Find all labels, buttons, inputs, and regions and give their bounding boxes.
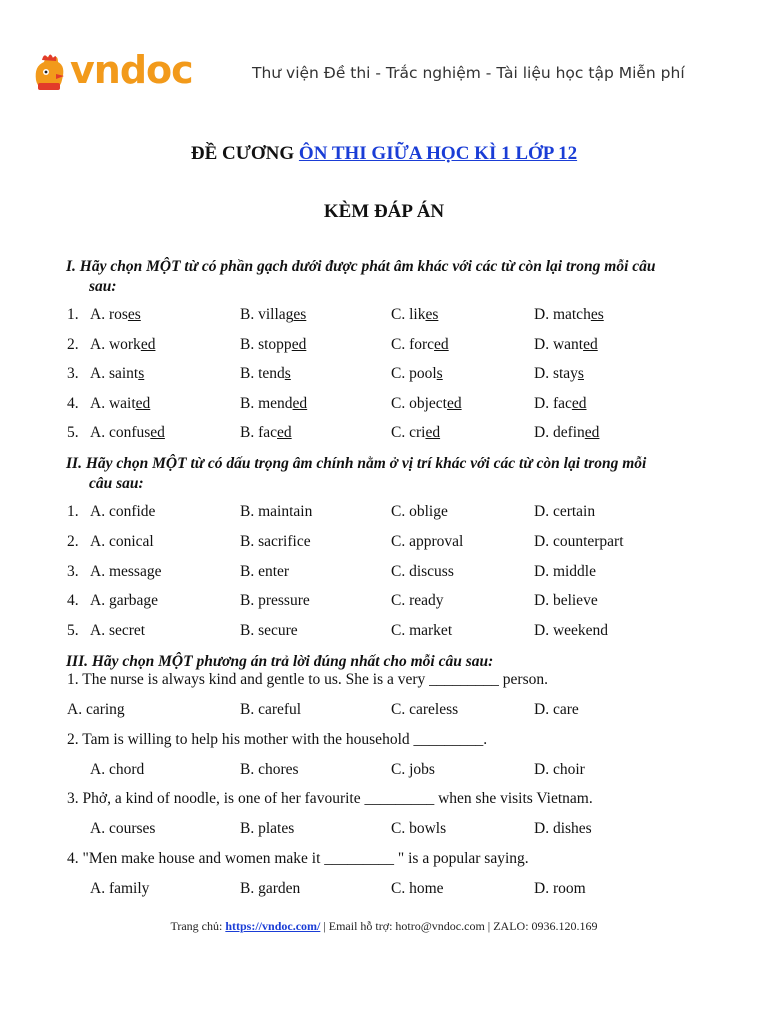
option-stem: A. confus	[90, 424, 151, 441]
option-a: A. caring	[67, 701, 125, 718]
option-d	[534, 306, 604, 324]
option-c	[391, 395, 462, 413]
answer-row	[0, 820, 768, 840]
title-link[interactable]: ÔN THI GIỮA HỌC KÌ 1 LỚP 12	[298, 143, 578, 164]
footer-homepage-link[interactable]: https://vndoc.com/	[225, 919, 321, 933]
question-text: 1. The nurse is always kind and gentle to us. She is a very _________ person.	[67, 671, 548, 688]
section-1-line2: sau:	[89, 278, 117, 295]
option-b: B. plates	[240, 820, 295, 837]
option-c: C. bowls	[391, 820, 447, 837]
document-title	[0, 143, 768, 165]
option-a	[90, 395, 150, 413]
option-c: C. oblige	[391, 503, 448, 520]
option-stem: D. defin	[534, 424, 585, 441]
option-stem: A. saint	[90, 365, 139, 382]
answer-row	[0, 761, 768, 781]
option-a: A. family	[90, 880, 150, 897]
option-underlined-part: ed	[291, 335, 307, 353]
option-c	[391, 336, 449, 354]
option-stem: C. cri	[391, 424, 426, 441]
option-d: D. room	[534, 880, 586, 897]
item-number: 3.	[67, 562, 79, 580]
table-row	[0, 424, 768, 444]
table-row	[0, 592, 768, 612]
option-d	[534, 365, 584, 383]
option-b: B. sacrifice	[240, 532, 311, 550]
table-row	[0, 306, 768, 326]
option-d	[534, 336, 598, 354]
option-underlined-part: es	[590, 306, 604, 323]
option-b: B. maintain	[240, 503, 313, 520]
option-b: B. garden	[240, 880, 301, 897]
table-row	[0, 563, 768, 583]
option-stem: D. match	[534, 306, 591, 323]
option-underlined-part: ed	[135, 394, 151, 412]
option-stem: C. forc	[391, 335, 435, 353]
option-underlined-part: ed	[583, 335, 598, 353]
option-stem: D. want	[534, 335, 584, 353]
option-underlined-part: ed	[150, 424, 165, 441]
option-b: B. chores	[240, 761, 299, 778]
section-1-line1: I. Hãy chọn MỘT từ có phần gạch dưới được phát âm khác với các từ còn lại trong mỗi câu	[66, 258, 656, 275]
option-underlined-part: s	[138, 365, 145, 382]
item-number: 1.	[67, 503, 79, 520]
option-underlined-part: s	[577, 365, 584, 382]
table-row	[0, 622, 768, 642]
option-b: B. enter	[240, 562, 290, 580]
table-row	[0, 395, 768, 415]
option-underlined-part: es	[425, 306, 439, 323]
option-c	[391, 306, 438, 324]
section-2-heading	[66, 454, 706, 494]
option-d: D. choir	[534, 761, 585, 778]
option-d: D. certain	[534, 503, 596, 520]
option-c: C. discuss	[391, 562, 454, 580]
option-a	[90, 424, 165, 442]
option-underlined-part: s	[284, 365, 291, 382]
option-underlined-part: ed	[292, 394, 308, 412]
option-a: A. secret	[90, 622, 146, 640]
option-b: B. pressure	[240, 592, 310, 610]
option-c: C. jobs	[391, 761, 435, 778]
option-b	[240, 336, 306, 354]
option-stem: B. tend	[240, 365, 285, 382]
option-b	[240, 365, 291, 383]
option-a: A. confide	[90, 503, 156, 520]
option-d: D. weekend	[534, 622, 609, 640]
option-stem: D. stay	[534, 365, 578, 382]
option-a	[90, 336, 155, 354]
option-d	[534, 424, 599, 442]
section-2-line2: câu sau:	[89, 475, 144, 492]
option-underlined-part: ed	[446, 394, 462, 412]
answer-row	[0, 701, 768, 721]
option-d: D. middle	[534, 562, 596, 580]
item-number: 3.	[67, 365, 79, 382]
option-a: A. chord	[90, 761, 145, 778]
option-stem: C. pool	[391, 365, 437, 382]
option-underlined-part: ed	[425, 424, 441, 441]
option-c: C. careless	[391, 701, 459, 718]
option-c: C. approval	[391, 532, 464, 550]
option-a: A. conical	[90, 532, 154, 550]
option-stem: B. fac	[240, 424, 278, 441]
option-c	[391, 365, 443, 383]
option-d: D. dishes	[534, 820, 592, 837]
question-text: 3. Phở, a kind of noodle, is one of her favourite _________ when she visits Vietnam.	[67, 790, 593, 807]
option-underlined-part: ed	[584, 424, 600, 441]
table-row	[0, 365, 768, 385]
title-prefix: ĐỀ CƯƠNG	[190, 143, 299, 164]
item-number: 4.	[67, 592, 79, 610]
option-b	[240, 306, 306, 324]
option-stem: A. wait	[90, 394, 136, 412]
option-a: A. message	[90, 562, 162, 580]
document-subtitle: KÈM ĐÁP ÁN	[323, 201, 445, 222]
option-underlined-part: s	[436, 365, 443, 382]
item-number: 2.	[67, 335, 79, 353]
page-footer	[0, 919, 768, 934]
option-c: C. home	[391, 880, 444, 897]
item-number: 4.	[67, 394, 79, 412]
option-stem: C. object	[391, 394, 447, 412]
option-underlined-part: es	[127, 306, 141, 323]
option-c: C. ready	[391, 592, 444, 610]
option-underlined-part: es	[293, 306, 307, 323]
option-stem: D. fac	[534, 394, 572, 412]
section-3-heading: III. Hãy chọn MỘT phương án trả lời đúng nhất cho mỗi câu sau:	[66, 653, 494, 670]
option-stem: B. stopp	[240, 335, 292, 353]
table-row	[0, 503, 768, 523]
question-text: 4. "Men make house and women make it _________ " is a popular saying.	[67, 850, 529, 867]
section-2-line1: II. Hãy chọn MỘT từ có dấu trọng âm chính nằm ở vị trí khác với các từ còn lại trong mỗi	[66, 455, 647, 472]
header-tagline: Thư viện Đề thi - Trắc nghiệm - Tài liệu học tập Miễn phí	[252, 64, 685, 82]
logo-text: vndoc	[70, 48, 193, 92]
option-d: D. care	[534, 701, 579, 718]
page-header	[0, 0, 768, 110]
option-underlined-part: ed	[277, 424, 292, 441]
vndoc-logo[interactable]	[30, 48, 200, 98]
question-text: 2. Tam is willing to help his mother with the household _________.	[67, 731, 488, 748]
option-b	[240, 424, 292, 442]
footer-contact: | Email hỗ trợ: hotro@vndoc.com | ZALO: 0936.120.169	[320, 919, 598, 933]
option-underlined-part: ed	[434, 335, 449, 353]
option-d: D. counterpart	[534, 532, 624, 550]
option-underlined-part: ed	[571, 394, 587, 412]
option-d	[534, 395, 587, 413]
option-a: A. garbage	[90, 592, 158, 610]
option-a	[90, 365, 144, 383]
answer-row	[0, 880, 768, 900]
section-1-heading	[66, 257, 706, 297]
option-underlined-part: ed	[140, 335, 156, 353]
option-b: B. careful	[240, 701, 302, 718]
option-b: B. secure	[240, 622, 298, 640]
item-number: 5.	[67, 622, 79, 640]
option-stem: C. lik	[391, 306, 426, 323]
option-stem: A. ros	[90, 306, 128, 323]
table-row	[0, 336, 768, 356]
option-c	[391, 424, 440, 442]
option-stem: B. mend	[240, 394, 293, 412]
option-a: A. courses	[90, 820, 156, 837]
option-a	[90, 306, 141, 324]
rooster-icon	[30, 52, 70, 96]
item-number: 5.	[67, 424, 79, 441]
option-d: D. believe	[534, 592, 598, 610]
item-number: 2.	[67, 532, 79, 550]
option-stem: A. work	[90, 335, 141, 353]
table-row	[0, 533, 768, 553]
option-b	[240, 395, 307, 413]
footer-prefix: Trang chủ:	[170, 919, 226, 933]
item-number: 1.	[67, 306, 79, 323]
option-c: C. market	[391, 622, 453, 640]
option-stem: B. villag	[240, 306, 294, 323]
